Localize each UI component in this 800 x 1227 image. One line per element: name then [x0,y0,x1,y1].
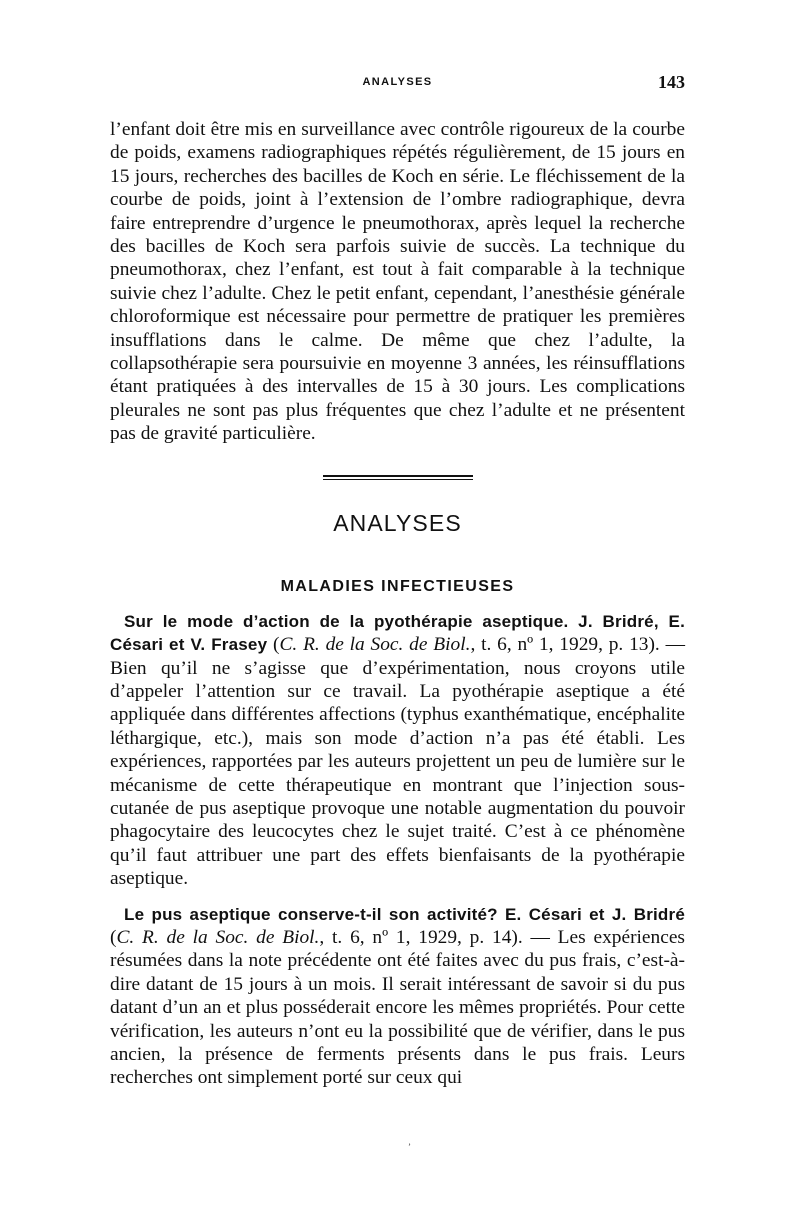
running-header [110,72,685,100]
article-title: Sur le mode d’action de la pyothérapie aseptique. J. Bridré, E. Césari et V. Frasey [110,611,685,655]
subsection-title: MALADIES INFECTIEUSES [280,577,515,595]
citation-details: , t. 6, nº 1, 1929, p. 14). [319,926,523,948]
running-title: ANALYSES [362,76,433,88]
section-separator [323,475,473,480]
citation-details: , t. 6, nº 1, 1929, p. 13). [470,634,660,656]
article-title: Le pus aseptique conserve-t-il son activité? E. Césari et J. Bridré [124,904,685,924]
section-title: ANALYSES [333,509,462,536]
article-entry-2 [110,903,685,1090]
article-body: — Les expériences résumées dans la note précédente ont été faites avec du pus frais, c’est-à-dire datant de 15 jours à un mois. Il serait intéressant de savoir si du pus datant d’un an et plus posséderait encore les mêmes propriétés. Pour cette vérification, les auteurs n’ont eu la possibilité que de vérifier, dans le pus ancien, la présence de ferments présents dans le pus frais. Leurs recherches ont simplement porté sur ceux qui [110,926,685,1089]
citation-open: ( [273,634,280,656]
journal-name: C. R. de la Soc. de Biol. [116,926,320,948]
citation-open: ( [110,926,117,948]
page-number: 143 [658,72,685,92]
document-page [110,72,685,1090]
footer-mark: ’ [408,1142,411,1152]
journal-name: C. R. de la Soc. de Biol. [279,634,471,656]
article-body: — Bien qu’il ne s’agisse que d’expérimentation, nous croyons utile d’appeler l’attention sur ce travail. La pyothérapie aseptique a été appliquée dans différentes affections (typhus exanthématique, encéphalite léthargique, etc.), mais son mode d’action n’a pas été établi. Les expériences, rapportées par les auteurs projettent un peu de lumière sur le mécanisme de cette thérapeutique en montrant que l’injection sous-cutanée de pus aseptique provoque une notable augmentation du pouvoir phagocytaire des leucocytes chez le sujet traité. C’est à ce phénomène qu’il faut attribuer une part des effets bienfaisants de la pyothérapie aseptique. [110,634,685,890]
article-entry-1 [110,610,685,891]
opening-paragraph: l’enfant doit être mis en surveillance avec contrôle rigoureux de la courbe de poids, examens radiographiques répétés régulièrement, de 15 jours en 15 jours, recherches des bacilles de Koch en série. Le fléchissement de la courbe de poids, joint à l’extension de l’ombre radiographique, devra faire entreprendre d’urgence le pneumothorax, après lequel la recherche des bacilles de Koch sera parfois suivie de succès. La technique du pneumothorax, chez l’enfant, est tout à fait comparable à la technique suivie chez l’adulte. Chez le petit enfant, cependant, l’anesthésie générale chloroformique est nécessaire pour permettre de pratiquer les premières insufflations dans le calme. De même que chez l’adulte, la collapsothérapie sera poursuivie en moyenne 3 années, les réinsufflations étant pratiquées à des intervalles de 15 à 30 jours. Les complications pleurales ne sont pas plus fréquentes que chez l’adulte et ne présentent pas de gravité particulière. [110,119,685,445]
